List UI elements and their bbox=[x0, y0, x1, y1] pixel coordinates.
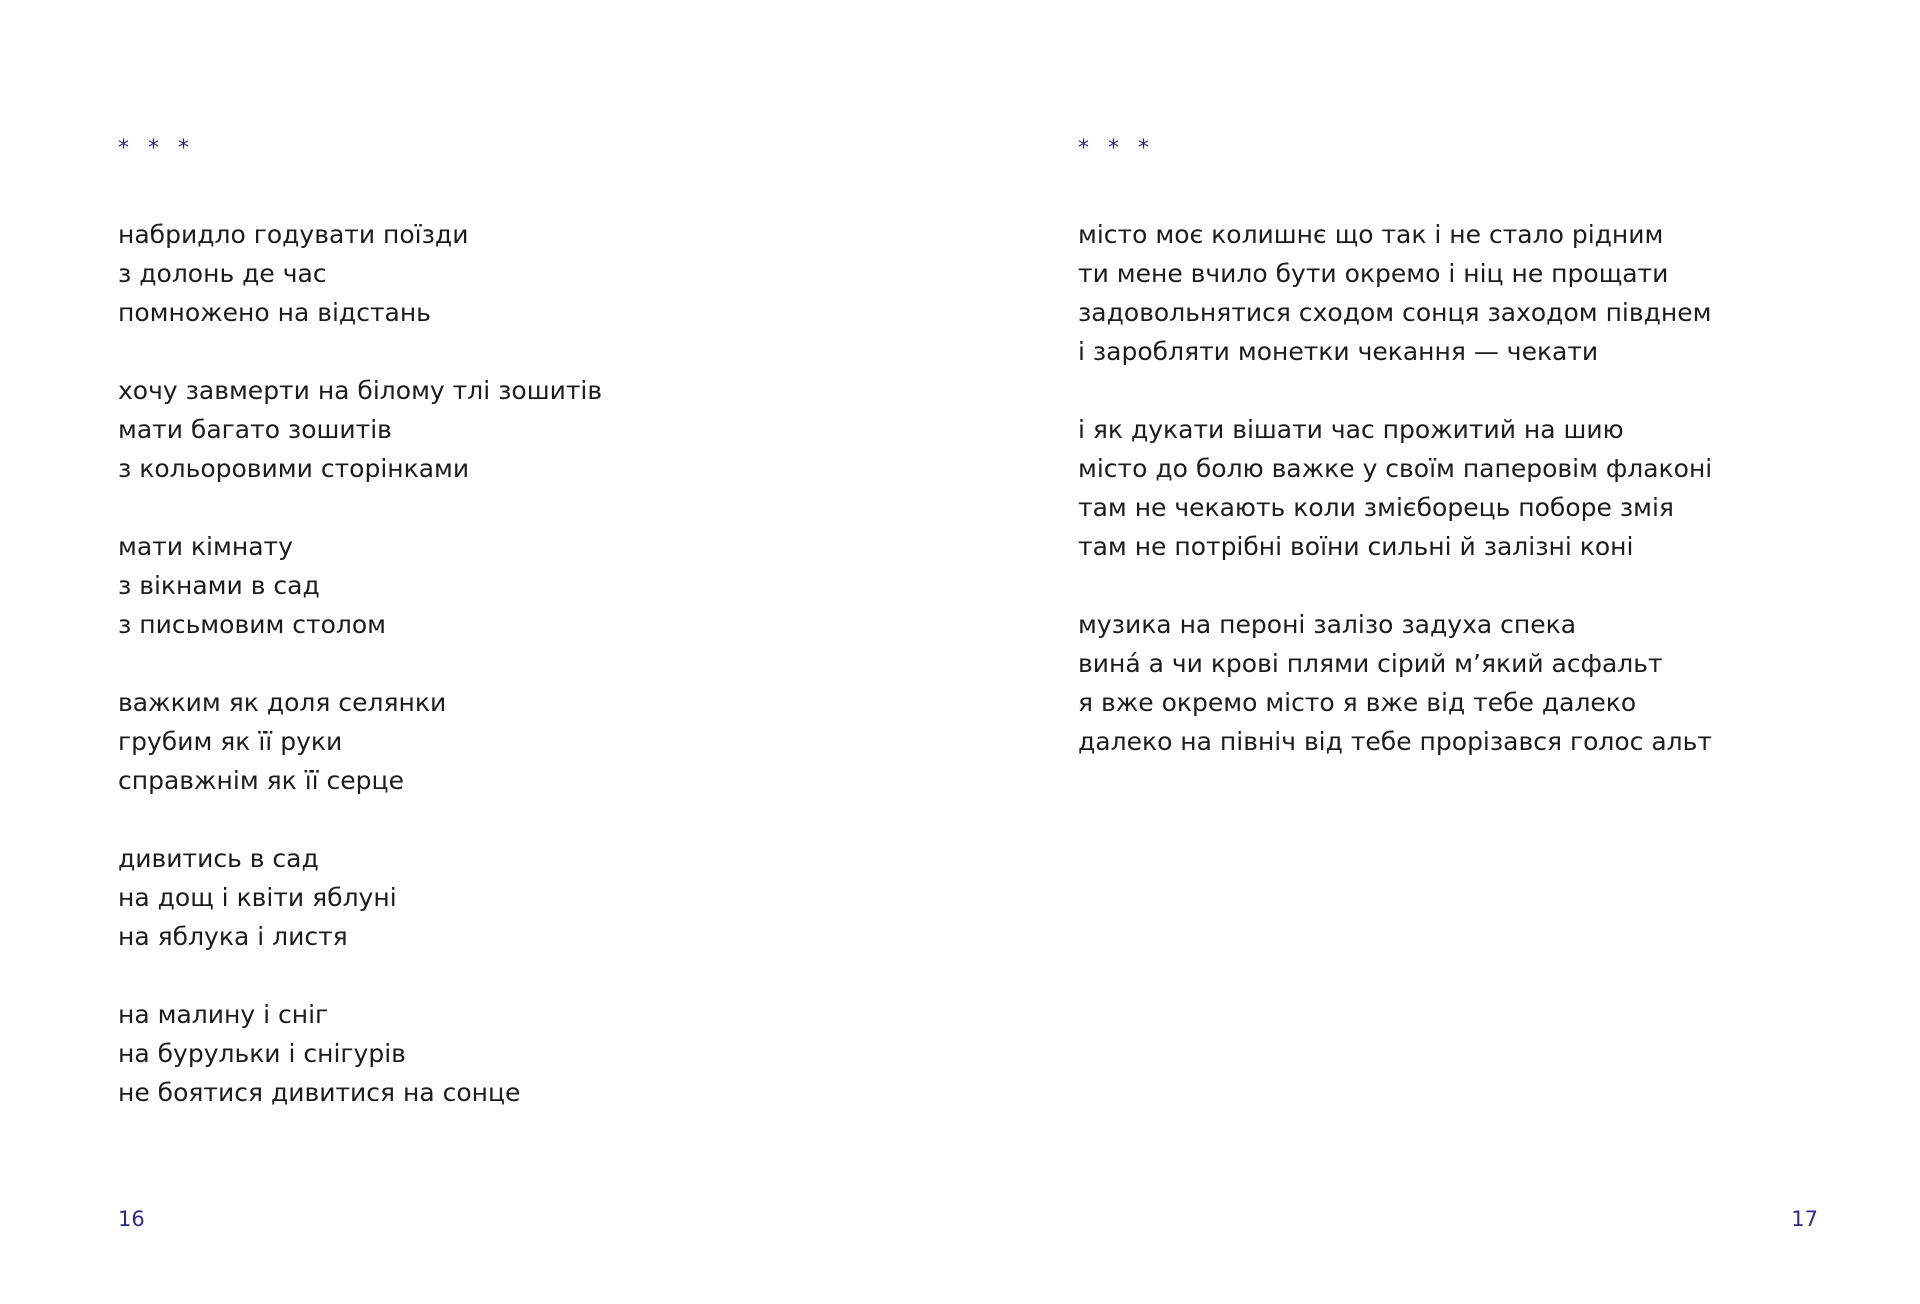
poem-line: далеко на північ від тебе прорізався голос альт bbox=[1078, 727, 1712, 756]
poem-line: місто моє колишнє що так і не стало рідним bbox=[1078, 220, 1664, 249]
poem-line: з кольоровими сторінками bbox=[118, 454, 470, 483]
poem-line: з вікнами в сад bbox=[118, 571, 320, 600]
poem-line: на бурульки і снігурів bbox=[118, 1039, 406, 1068]
poem-line: ти мене вчило бути окремо і ніц не прощати bbox=[1078, 259, 1669, 288]
stanza bbox=[118, 371, 898, 488]
poem bbox=[1078, 215, 1878, 761]
poem-line: і як дукати вішати час прожитий на шию bbox=[1078, 415, 1624, 444]
poem-line: дивитись в сад bbox=[118, 844, 319, 873]
poem-line: мати багато зошитів bbox=[118, 415, 392, 444]
stanza bbox=[118, 683, 898, 800]
stanza bbox=[118, 527, 898, 644]
right-page bbox=[960, 0, 1920, 1304]
page-number: 16 bbox=[118, 1207, 145, 1231]
poem-line: музика на пероні залізо задуха спека bbox=[1078, 610, 1577, 639]
stanza bbox=[118, 995, 898, 1112]
stanza bbox=[1078, 410, 1878, 566]
section-ornament: * * * bbox=[118, 136, 195, 161]
poem-line: мати кімнату bbox=[118, 532, 293, 561]
poem-line: на дощ і квіти яблуні bbox=[118, 883, 397, 912]
stanza bbox=[118, 839, 898, 956]
poem-line: хочу завмерти на білому тлі зошитів bbox=[118, 376, 603, 405]
stanza bbox=[118, 215, 898, 332]
poem bbox=[118, 215, 898, 1112]
poem-line: набридло годувати поїзди bbox=[118, 220, 469, 249]
poem-line: на малину і сніг bbox=[118, 1000, 329, 1029]
poem-line: місто до болю важке у своїм паперовім флаконі bbox=[1078, 454, 1713, 483]
poem-line: справжнім як її серце bbox=[118, 766, 404, 795]
stanza bbox=[1078, 215, 1878, 371]
poem-line: там не чекають коли змієборець поборе змія bbox=[1078, 493, 1674, 522]
poem-line: там не потрібні воїни сильні й залізні коні bbox=[1078, 532, 1634, 561]
poem-line: з письмовим столом bbox=[118, 610, 386, 639]
poem-line: я вже окремо місто я вже від тебе далеко bbox=[1078, 688, 1637, 717]
stanza bbox=[1078, 605, 1878, 761]
poem-line: і заробляти монетки чекання — чекати bbox=[1078, 337, 1599, 366]
poem-line: помножено на відстань bbox=[118, 298, 431, 327]
section-ornament: * * * bbox=[1078, 136, 1155, 161]
poem-line: вина́ а чи крові плями сірий м’який асфальт bbox=[1078, 649, 1663, 678]
page-number: 17 bbox=[1791, 1207, 1818, 1231]
poem-line: на яблука і листя bbox=[118, 922, 348, 951]
poem-line: грубим як її руки bbox=[118, 727, 343, 756]
poem-line: не боятися дивитися на сонце bbox=[118, 1078, 521, 1107]
poem-line: задовольнятися сходом сонця заходом півднем bbox=[1078, 298, 1712, 327]
poem-line: з долонь де час bbox=[118, 259, 327, 288]
poem-line: важким як доля селянки bbox=[118, 688, 447, 717]
